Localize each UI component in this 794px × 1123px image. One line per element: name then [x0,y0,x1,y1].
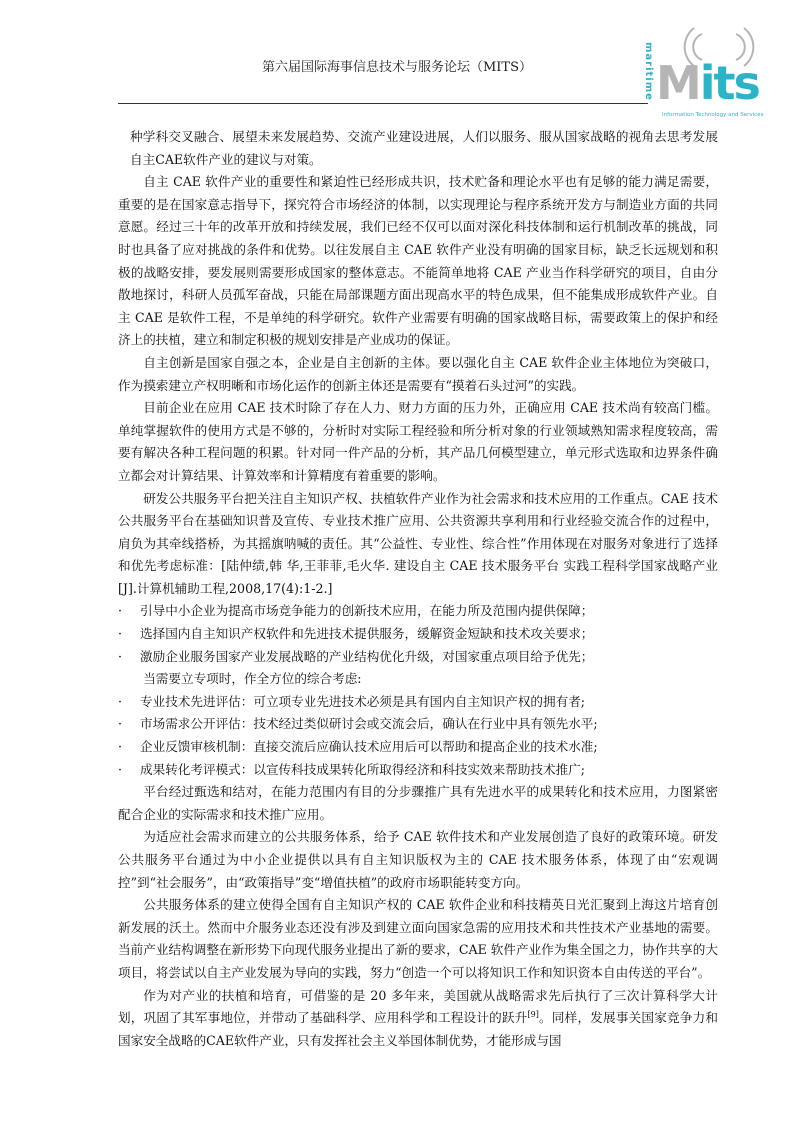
list-item: · 引导中小企业为提高市场竞争能力的创新技术应用，在能力所及范围内提供保障； [118,600,718,623]
paragraph: 公共服务体系的建立使得全国有自主知识产权的 CAE 软件企业和科技精英日光汇聚到上海这片培育创新发展的沃土。然而中介服务业态还没有涉及到建立面向国家急需的应用技术和共性技术产业基地的需要。当前产业结构调整在新形势下向现代服务业提出了新的要求，CAE 软件产业作为集全国之力，协作共享的大项目，将尝试以自主产业发展为导向的实践，努力“创造一个可以将知识工作和知识资本自由传送的平台”。 [118,897,718,980]
bullet-dot: · [118,739,123,755]
logo-letter-m: M [656,56,700,110]
page-header-title: 第六届国际海事信息技术与服务论坛（MITS） [261,60,533,75]
paragraph: 自主 CAE 软件产业的重要性和紧迫性已经形成共识，技术贮备和理论水平也有足够的能力满足需要，重要的是在国家意志指导下，探究符合市场经济的体制，以实现理论与程序系统开发方与制造业方面的共同意愿。经过三十年的改革开放和持续发展，我们已经不仅可以面对深化科技体制和运行机制改革的挑战，同时也具备了应对挑战的条件和优势。以往发展自主 CAE 软件产业没有明确的国家目标，缺乏长远规划和积极的战略安排，要发展则需要形成国家的整体意志。不能简单地将 CAE 产业当作科学研究的项目，自由分散地探讨，科研人员孤军奋战，只能在局部课题方面出现高水平的特色成果，但不能集成形成软件产业。自主 CAE 是软件工程，不是单纯的科学研究。软件产业需要有明确的国家战略目标，需要政策上的保护和经济上的扶植，建立和制定积极的规划安排是产业成功的保证。 [118,174,718,348]
paragraph: 作为对产业的扶植和培育，可借鉴的是 20 多年来，美国就从战略需求先后执行了三次计算科学大计划，巩固了其军事地位，并带动了基础科学、应用科学和工程设计的跃升[9]。同样，发展事关国家竞争力和国家安全战略的CAE软件产业，只有发挥社会主义举国体制优势，才能形成与国 [118,987,718,1048]
paragraph: 平台经过甄选和结对，在能力范围内有目的分步骤推广具有先进水平的成果转化和技术应用，力图紧密配合企业的实际需求和技术推广应用。 [118,784,718,822]
paragraph: 自主创新是国家自强之本，企业是自主创新的主体。要以强化自主 CAE 软件企业主体地位为突破口，作为摸索建立产权明晰和市场化运作的创新主体还是需要有“摸着石头过河”的实践。 [118,354,718,393]
logo-letters-its: its [699,56,759,110]
list-item: · 选择国内自主知识产权软件和先进技术提供服务，缓解资金短缺和技术攻关要求； [118,623,718,646]
bullet-dot: · [118,761,123,777]
logo-wordmark [656,56,759,110]
paragraph: 种学科交叉融合、展望未来发展趋势、交流产业建设进展，人们以服务、服从国家战略的视角去思考发展自主CAE软件产业的建议与对策。 [130,129,718,167]
list-item: · 市场需求公开评估：技术经过类似研讨会或交流会后，确认在行业中具有领先水平; [118,713,718,736]
list-item: · 激励企业服务国家产业发展战略的产业结构优化升级，对国家重点项目给予优先； [118,646,718,669]
paragraph: 目前企业在应用 CAE 技术时除了存在人力、财力方面的压力外，正确应用 CAE 技术尚有较高门槛。单纯掌握软件的使用方式是不够的，分析时对实际工程经验和所分析对象的行业领域熟知需求程度较高，需要有解决各种工程问题的积累。针对同一件产品的分析，其产品几何模型建立，单元形式选取和边界条件确立都会对计算结果、计算效率和计算精度有着重要的影响。 [118,400,718,483]
bullet-dot: · [118,603,123,619]
bullet-dot: · [118,716,123,732]
paragraph: 为适应社会需求而建立的公共服务体系，给予 CAE 软件技术和产业发展创造了良好的政策环境。研发公共服务平台通过为中小企业提供以具有自主知识版权为主的 CAE 技术服务体系，体现了由“宏观调控”到“社会服务”，由“政策指导”变“增值扶植”的政府市场职能转变方向。 [118,829,718,890]
body-text [118,126,718,1052]
bullet-dot: · [118,648,123,664]
bullet-dot: · [118,626,123,642]
logo-vertical-text: maritime [643,42,654,101]
list-item: · 专业技术先进评估：可立项专业先进技术必须是具有国内自主知识产权的拥有者; [118,691,718,714]
paragraph: 研发公共服务平台把关注自主知识产权、扶植软件产业作为社会需求和技术应用的工作重点。CAE 技术公共服务平台在基础知识普及宣传、专业技术推广应用、公共资源共享利用和行业经验交流合作的过程中，肩负为其牵线搭桥，为其摇旗呐喊的责任。其“公益性、专业性、综合性”作用体现在对服务对象进行了选择和优先考虑标准：[陆仲绩,韩 华,王菲菲,毛火华. 建设自主 CAE 技术服务平台 实践工程科学国家战略产业[J].计算机辅助工程,2008,17(4):1-2.] [118,490,718,596]
list-item: · 企业反馈审核机制：直接交流后应确认技术应用后可以帮助和提高企业的技术水准; [118,736,718,759]
logo-tagline: Information Technology and Services [662,112,764,118]
list-item: · 成果转化考评模式：以宣传科技成果转化所取得经济和科技实效来帮助技术推广; [118,759,718,782]
citation: [9] [527,1009,539,1019]
header-rule [118,103,648,104]
paragraph: 当需要立专项时，作全方位的综合考虑: [143,671,362,687]
bullet-dot: · [118,693,123,709]
